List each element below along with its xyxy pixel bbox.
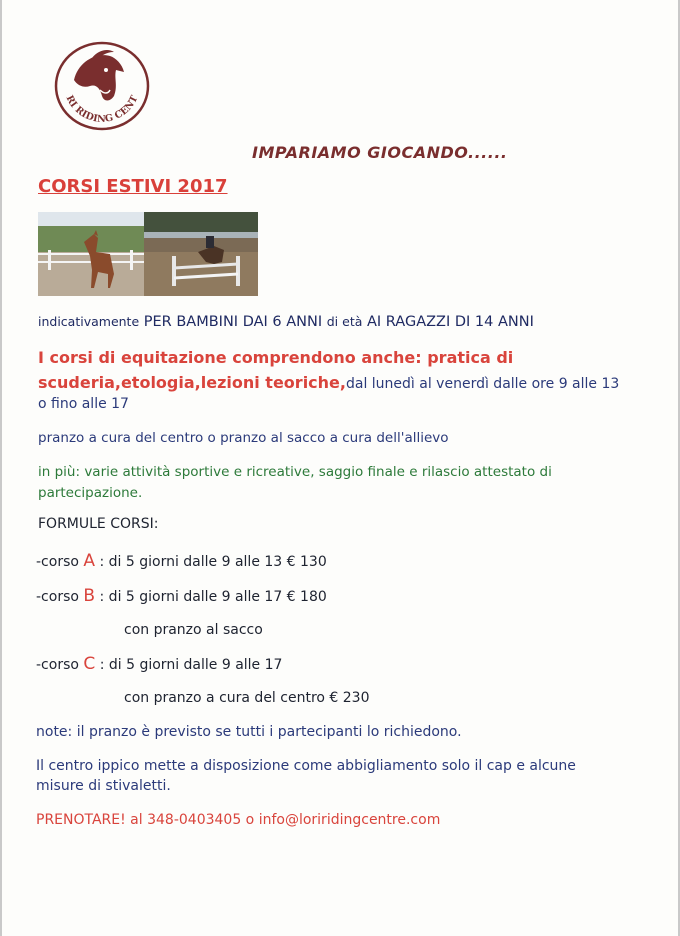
scan-edge-left — [0, 0, 2, 936]
age-prefix: indicativamente — [38, 314, 140, 329]
age-part1: PER BAMBINI DAI 6 ANNI — [139, 314, 327, 330]
course-a-detail: : di 5 giorni dalle 9 alle 13 € 130 — [95, 554, 327, 570]
lunch-info: pranzo a cura del centro o pranzo al sacco a cura dell'allievo — [38, 430, 449, 446]
course-a-letter: A — [83, 551, 96, 571]
course-b-prefix: -corso — [36, 589, 84, 605]
tagline: IMPARIAMO GIOCANDO...... — [252, 143, 508, 162]
course-c-prefix: -corso — [36, 657, 84, 673]
formule-heading: FORMULE CORSI: — [38, 516, 159, 532]
booking-line — [36, 812, 440, 828]
course-c-detail: : di 5 giorni dalle 9 alle 17 — [95, 657, 283, 673]
courses-include-line3: o fino alle 17 — [38, 396, 129, 412]
photo-horse-in-paddock — [38, 212, 144, 296]
course-b-extra: con pranzo al sacco — [124, 622, 263, 638]
courses-include-line1: I corsi di equitazione comprendono anche: pratica di — [38, 348, 514, 367]
age-part2: AI RAGAZZI DI 14 ANNI — [362, 314, 534, 330]
extra-activities-line2: partecipazione. — [38, 485, 143, 501]
course-c-letter: C — [83, 654, 96, 674]
equipment-line2: misure di stivaletti. — [36, 778, 171, 794]
courses-include-line2 — [38, 373, 619, 392]
course-a-prefix: -corso — [36, 554, 84, 570]
lori-riding-centre-logo — [52, 40, 152, 132]
logo-text: RI RIDING CENT — [63, 93, 141, 125]
course-c — [36, 654, 282, 674]
age-middle: di età — [326, 314, 363, 329]
booking-prefix: PRENOTARE! al 348-0403405 o — [36, 812, 259, 828]
age-range-line — [38, 314, 534, 330]
courses-include-activities: scuderia,etologia,lezioni teoriche, — [38, 373, 346, 392]
lunch-note: note: il pranzo è previsto se tutti i partecipanti lo richiedono. — [36, 724, 462, 740]
page-title: CORSI ESTIVI 2017 — [38, 176, 228, 197]
course-b — [36, 586, 327, 606]
equipment-line1: Il centro ippico mette a disposizione come abbigliamento solo il cap e alcune — [36, 758, 576, 774]
photo-horse-jumping — [144, 212, 258, 296]
course-b-letter: B — [83, 586, 96, 606]
course-b-detail: : di 5 giorni dalle 9 alle 17 € 180 — [95, 589, 327, 605]
course-c-extra: con pranzo a cura del centro € 230 — [124, 690, 370, 706]
course-a — [36, 551, 327, 571]
courses-include-schedule: dal lunedì al venerdì dalle ore 9 alle 13 — [345, 376, 620, 392]
booking-email[interactable]: info@loriridingcentre.com — [258, 812, 441, 828]
extra-activities-line1: in più: varie attività sportive e ricreative, saggio finale e rilascio attestato di — [38, 464, 552, 480]
